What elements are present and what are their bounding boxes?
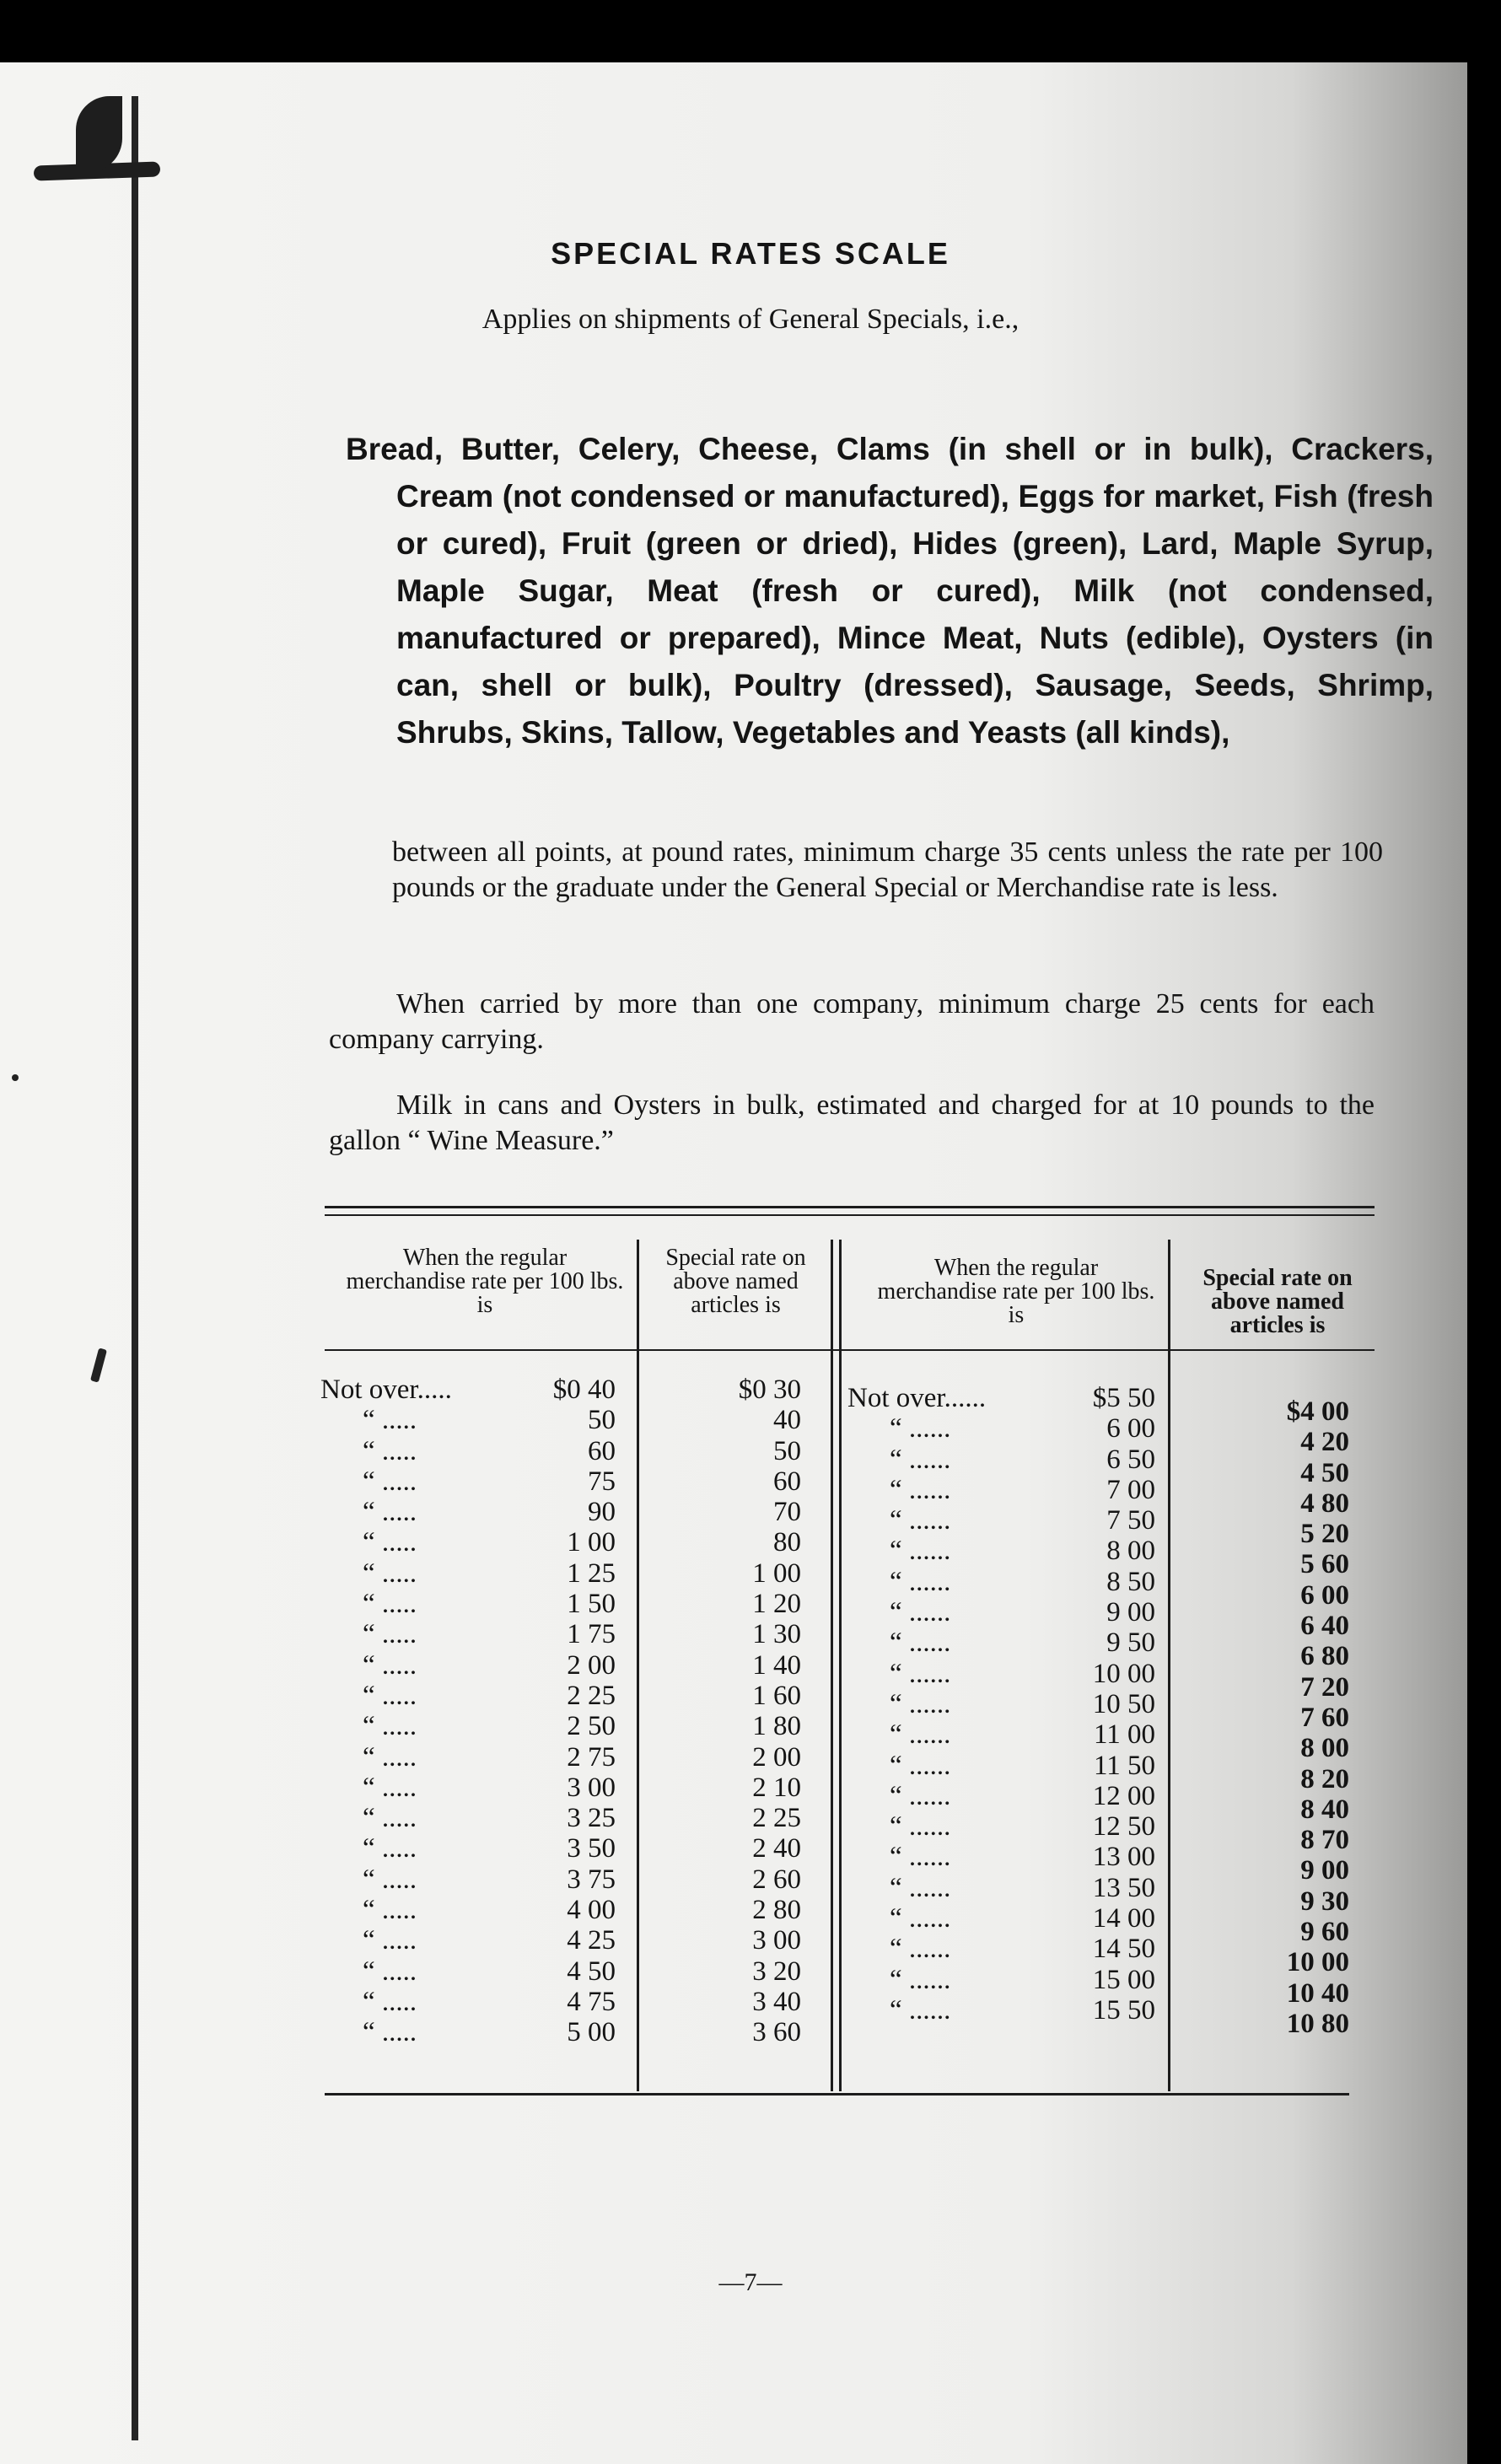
table-row	[320, 1497, 616, 1527]
regular-rate-value: 3 50	[567, 1833, 616, 1864]
table-row	[683, 1527, 801, 1557]
table-row	[847, 1751, 1155, 1781]
table-row	[847, 1934, 1155, 1964]
header-special-rate-left: Special rate on above named articles is	[665, 1245, 806, 1318]
row-leader: “ .....	[363, 1527, 417, 1558]
table-row	[847, 1627, 1155, 1658]
table-row	[1231, 1978, 1349, 2009]
special-rate-value: 60	[773, 1466, 801, 1497]
special-rate-value: 3 00	[752, 1925, 801, 1956]
table-row	[683, 1987, 801, 2017]
regular-rate-value: 4 75	[567, 1986, 616, 2017]
special-rate-value: 3 60	[752, 2017, 801, 2048]
row-leader: “ ......	[890, 1842, 951, 1873]
regular-rate-value: 50	[588, 1405, 616, 1436]
regular-rate-value: 13 50	[1092, 1872, 1155, 1903]
table-row	[683, 1833, 801, 1864]
table-row	[683, 1589, 801, 1619]
table-row	[320, 1864, 616, 1895]
regular-rate-value: 2 75	[567, 1741, 616, 1773]
special-rate-value: 10 00	[1286, 1947, 1349, 1978]
table-row	[847, 1873, 1155, 1903]
special-rate-value: 8 00	[1300, 1733, 1349, 1764]
special-rate-value: 8 40	[1300, 1794, 1349, 1825]
table-row	[320, 1375, 616, 1405]
table-row	[683, 1619, 801, 1649]
regular-rate-value: 9 50	[1106, 1627, 1155, 1659]
special-rate-value: 8 20	[1300, 1763, 1349, 1794]
regular-rate-value: 2 50	[567, 1711, 616, 1742]
row-leader: “ ......	[890, 1444, 951, 1475]
special-rate-value: 9 00	[1300, 1855, 1349, 1886]
special-rate-value: 7 20	[1300, 1671, 1349, 1703]
regular-rate-value: 6 50	[1106, 1444, 1155, 1475]
table-row	[320, 1742, 616, 1773]
row-leader: “ ......	[890, 1750, 951, 1781]
row-leader: “ ......	[890, 1719, 951, 1751]
table-row	[683, 1375, 801, 1405]
row-leader: “ ......	[890, 1413, 951, 1445]
regular-rate-value: 7 00	[1106, 1474, 1155, 1505]
row-leader: “ ......	[890, 1994, 951, 2026]
table-row	[683, 1497, 801, 1527]
table-row	[320, 1589, 616, 1619]
row-leader: “ .....	[363, 1925, 417, 1956]
table-row	[847, 1445, 1155, 1475]
table-row	[320, 1558, 616, 1589]
row-leader: “ .....	[363, 1619, 417, 1650]
regular-rate-value: 8 00	[1106, 1536, 1155, 1567]
table-row	[320, 1619, 616, 1649]
regular-rate-value: 7 50	[1106, 1505, 1155, 1536]
special-rate-value: 2 25	[752, 1803, 801, 1834]
table-row	[683, 1742, 801, 1773]
row-leader: “ .....	[363, 1680, 417, 1711]
header-rule	[325, 1349, 1375, 1351]
special-rate-value: 3 40	[752, 1986, 801, 2017]
minimum-charge-text: between all points, at pound rates, minimum charge 35 cents unless the rate per 100 pounds or the graduate under the General Special or Merchandise rate is less.	[392, 837, 1383, 903]
special-rate-value: 80	[773, 1527, 801, 1558]
row-leader: “ ......	[890, 1597, 951, 1628]
table-row	[847, 1903, 1155, 1934]
table-row	[683, 2017, 801, 2047]
regular-rate-value: 1 25	[567, 1557, 616, 1589]
left-regular-rates	[320, 1375, 616, 2048]
row-leader: “ .....	[363, 1895, 417, 1926]
table-row	[847, 1505, 1155, 1536]
regular-rate-value: 14 50	[1092, 1934, 1155, 1965]
regular-rate-value: 4 50	[567, 1956, 616, 1987]
table-row	[683, 1466, 801, 1497]
row-leader: “ .....	[363, 1497, 417, 1528]
row-leader: “ .....	[363, 1405, 417, 1436]
regular-rate-value: 8 50	[1106, 1566, 1155, 1597]
table-row	[320, 1681, 616, 1711]
row-leader: “ .....	[363, 1772, 417, 1803]
special-rate-value: 1 00	[752, 1557, 801, 1589]
column-divider-1	[637, 1240, 639, 2091]
table-row	[320, 1527, 616, 1557]
commodity-list: Bread, Butter, Celery, Cheese, Clams (in shell or in bulk), Crackers, Cream (not condensed or manufactured), Eggs for market, Fish (fresh or cured), Fruit (green or dried), Hides (green), Lard, Maple Syrup, Maple Sugar, Meat (fresh or cured), Milk (not condensed, manufactured or prepared), Mince Meat, Nuts (edible), Oysters (in can, shell or bulk), Poultry (dressed), Sausage, Seeds, Shrimp, Shrubs, Skins, Tallow, Vegetables and Yeasts (all kinds),	[346, 432, 1434, 750]
regular-rate-value: 11 00	[1093, 1719, 1155, 1751]
table-row	[847, 1965, 1155, 1995]
special-rate-value: $4 00	[1286, 1396, 1349, 1427]
regular-rate-value: 13 00	[1092, 1842, 1155, 1873]
table-row	[683, 1436, 801, 1466]
header-regular-rate-right: When the regular merchandise rate per 100 lbs. is	[877, 1255, 1155, 1328]
row-leader: “ .....	[363, 1803, 417, 1834]
special-rate-value: 2 10	[752, 1772, 801, 1803]
row-leader: “ ......	[890, 1505, 951, 1536]
regular-rate-value: 3 25	[567, 1803, 616, 1834]
regular-rate-value: 75	[588, 1466, 616, 1497]
column-divider-2b	[839, 1240, 842, 2091]
intro-text: Applies on shipments of General Specials, i.e.,	[482, 304, 1019, 335]
table-row	[683, 1711, 801, 1741]
binding-thread	[132, 96, 138, 2440]
special-rate-value: 10 80	[1286, 2008, 1349, 2039]
special-rate-value: 1 20	[752, 1589, 801, 1620]
row-leader: “ .....	[363, 2017, 417, 2048]
table-row	[1231, 1488, 1349, 1519]
table-row	[1231, 1427, 1349, 1457]
regular-rate-value: 60	[588, 1435, 616, 1466]
table-row	[847, 1995, 1155, 2026]
table-row	[683, 1650, 801, 1681]
table-row	[847, 1475, 1155, 1505]
table-row	[683, 1925, 801, 1956]
row-leader: “ .....	[363, 1864, 417, 1895]
page-number: —7—	[718, 2268, 783, 2296]
regular-rate-value: 6 00	[1106, 1413, 1155, 1445]
special-rate-value: 40	[773, 1405, 801, 1436]
special-rate-value: 1 40	[752, 1649, 801, 1681]
table-row	[847, 1842, 1155, 1872]
table-row	[320, 1895, 616, 1925]
table-row	[320, 1833, 616, 1864]
table-row	[1231, 1886, 1349, 1917]
table-row	[1231, 1703, 1349, 1733]
special-rate-value: 10 40	[1286, 1977, 1349, 2009]
row-leader: “ .....	[363, 1589, 417, 1620]
special-rate-value: 1 80	[752, 1711, 801, 1742]
table-row	[320, 1711, 616, 1741]
row-leader: “ ......	[890, 1934, 951, 1965]
table-row	[320, 2017, 616, 2047]
table-row	[1231, 1855, 1349, 1886]
table-row	[683, 1803, 801, 1833]
row-leader: “ ......	[890, 1964, 951, 1995]
table-row	[1231, 1641, 1349, 1671]
row-leader: “ .....	[363, 1435, 417, 1466]
header-regular-rate-left: When the regular merchandise rate per 100 lbs. is	[346, 1245, 624, 1318]
special-rate-value: 50	[773, 1435, 801, 1466]
special-rate-value: 9 60	[1300, 1917, 1349, 1948]
row-leader: “ .....	[363, 1986, 417, 2017]
regular-rate-value: 4 25	[567, 1925, 616, 1956]
regular-rate-value: 2 00	[567, 1649, 616, 1681]
row-leader: “ .....	[363, 1557, 417, 1589]
row-leader: “ .....	[363, 1649, 417, 1681]
special-rate-value: 4 80	[1300, 1488, 1349, 1519]
regular-rate-value: 4 00	[567, 1895, 616, 1926]
table-row	[1231, 1458, 1349, 1488]
special-rate-value: 4 50	[1300, 1457, 1349, 1488]
regular-rate-value: 10 50	[1092, 1688, 1155, 1719]
left-special-rates	[683, 1375, 801, 2048]
table-top-rule	[325, 1206, 1375, 1208]
special-rate-value: 2 60	[752, 1864, 801, 1895]
row-leader: “ ......	[890, 1627, 951, 1659]
special-rate-value: 1 30	[752, 1619, 801, 1650]
binding-knot	[76, 96, 122, 172]
regular-rate-value: 90	[588, 1497, 616, 1528]
regular-rate-value: 9 00	[1106, 1597, 1155, 1628]
row-leader: “ ......	[890, 1658, 951, 1689]
table-row	[683, 1405, 801, 1435]
table-row	[847, 1597, 1155, 1627]
table-row	[1231, 1947, 1349, 1977]
table-row	[1231, 1733, 1349, 1763]
table-row	[320, 1956, 616, 1987]
regular-rate-value: 12 00	[1092, 1780, 1155, 1811]
table-row	[847, 1811, 1155, 1842]
regular-rate-value: 2 25	[567, 1680, 616, 1711]
special-rate-value: 2 00	[752, 1741, 801, 1773]
regular-rate-value: $5 50	[1092, 1383, 1155, 1413]
row-leader: “ ......	[890, 1536, 951, 1567]
table-row	[683, 1956, 801, 1987]
row-leader: Not over......	[847, 1383, 987, 1413]
special-rate-value: 6 80	[1300, 1641, 1349, 1672]
special-rate-value: 3 20	[752, 1956, 801, 1987]
regular-rate-value: 12 50	[1092, 1811, 1155, 1843]
regular-rate-value: 1 50	[567, 1589, 616, 1620]
table-row	[847, 1781, 1155, 1811]
row-leader: “ .....	[363, 1956, 417, 1987]
table-row	[847, 1413, 1155, 1444]
column-divider-3	[1168, 1240, 1170, 2091]
special-rate-value: 2 40	[752, 1833, 801, 1864]
table-bottom-rule	[325, 2093, 1349, 2095]
special-rate-value: 1 60	[752, 1680, 801, 1711]
regular-rate-value: 1 75	[567, 1619, 616, 1650]
table-row	[683, 1895, 801, 1925]
row-leader: “ .....	[363, 1466, 417, 1497]
table-row	[683, 1773, 801, 1803]
special-rate-value: 4 20	[1300, 1427, 1349, 1458]
special-rate-value: $0 30	[738, 1375, 801, 1405]
special-rate-value: 5 20	[1300, 1519, 1349, 1550]
row-leader: “ ......	[890, 1811, 951, 1843]
regular-rate-value: 3 00	[567, 1772, 616, 1803]
row-leader: “ .....	[363, 1741, 417, 1773]
table-row	[1231, 1672, 1349, 1703]
table-row	[320, 1466, 616, 1497]
table-row	[1231, 1396, 1349, 1427]
special-rate-value: 7 60	[1300, 1702, 1349, 1733]
table-row	[1231, 1611, 1349, 1641]
row-leader: “ ......	[890, 1872, 951, 1903]
ink-mark	[90, 1348, 107, 1382]
table-row	[847, 1719, 1155, 1750]
header-special-rate-right: Special rate on above named articles is	[1202, 1265, 1353, 1338]
table-row	[320, 1803, 616, 1833]
table-row	[1231, 2009, 1349, 2039]
milk-paragraph: Milk in cans and Oysters in bulk, estimated and charged for at 10 pounds to the gallon “ Wine Measure.”	[329, 1089, 1375, 1156]
table-row	[683, 1558, 801, 1589]
table-row	[847, 1689, 1155, 1719]
row-leader: “ ......	[890, 1903, 951, 1934]
company-paragraph: When carried by more than one company, minimum charge 25 cents for each company carrying.	[329, 988, 1375, 1055]
row-leader: Not over.....	[320, 1375, 452, 1405]
regular-rate-value: 11 50	[1093, 1750, 1155, 1781]
row-leader: “ ......	[890, 1474, 951, 1505]
table-row	[320, 1987, 616, 2017]
table-row	[320, 1650, 616, 1681]
regular-rate-value: 5 00	[567, 2017, 616, 2048]
table-row	[683, 1864, 801, 1895]
right-regular-rates	[847, 1383, 1155, 2026]
special-rate-value: 8 70	[1300, 1825, 1349, 1856]
regular-rate-value: $0 40	[552, 1375, 616, 1405]
row-leader: “ ......	[890, 1566, 951, 1597]
regular-rate-value: 14 00	[1092, 1903, 1155, 1934]
row-leader: “ ......	[890, 1688, 951, 1719]
page-title: SPECIAL RATES SCALE	[551, 236, 950, 271]
special-rate-value: 6 40	[1300, 1611, 1349, 1642]
table-row	[847, 1567, 1155, 1597]
column-divider-2	[831, 1240, 833, 2091]
special-rate-value: 9 30	[1300, 1886, 1349, 1917]
special-rate-value: 5 60	[1300, 1549, 1349, 1580]
table-row	[320, 1436, 616, 1466]
regular-rate-value: 15 00	[1092, 1964, 1155, 1995]
regular-rate-value: 1 00	[567, 1527, 616, 1558]
table-row	[683, 1681, 801, 1711]
table-row	[1231, 1917, 1349, 1947]
table-row	[320, 1405, 616, 1435]
table-row	[1231, 1764, 1349, 1794]
regular-rate-value: 3 75	[567, 1864, 616, 1895]
special-rate-value: 2 80	[752, 1895, 801, 1926]
table-row	[320, 1925, 616, 1956]
table-row	[1231, 1519, 1349, 1549]
regular-rate-value: 15 50	[1092, 1994, 1155, 2026]
table-row	[1231, 1794, 1349, 1825]
right-special-rates	[1231, 1396, 1349, 2039]
regular-rate-value: 10 00	[1092, 1658, 1155, 1689]
table-top-rule-2	[325, 1214, 1375, 1216]
table-row	[1231, 1549, 1349, 1579]
special-rate-value: 6 00	[1300, 1579, 1349, 1611]
row-leader: “ ......	[890, 1780, 951, 1811]
table-row	[320, 1773, 616, 1803]
row-leader: “ .....	[363, 1833, 417, 1864]
special-rate-value: 70	[773, 1497, 801, 1528]
table-row	[1231, 1825, 1349, 1855]
table-row	[847, 1659, 1155, 1689]
table-row	[847, 1383, 1155, 1413]
ink-dot	[12, 1074, 19, 1081]
table-row	[1231, 1580, 1349, 1611]
table-row	[847, 1536, 1155, 1566]
row-leader: “ .....	[363, 1711, 417, 1742]
